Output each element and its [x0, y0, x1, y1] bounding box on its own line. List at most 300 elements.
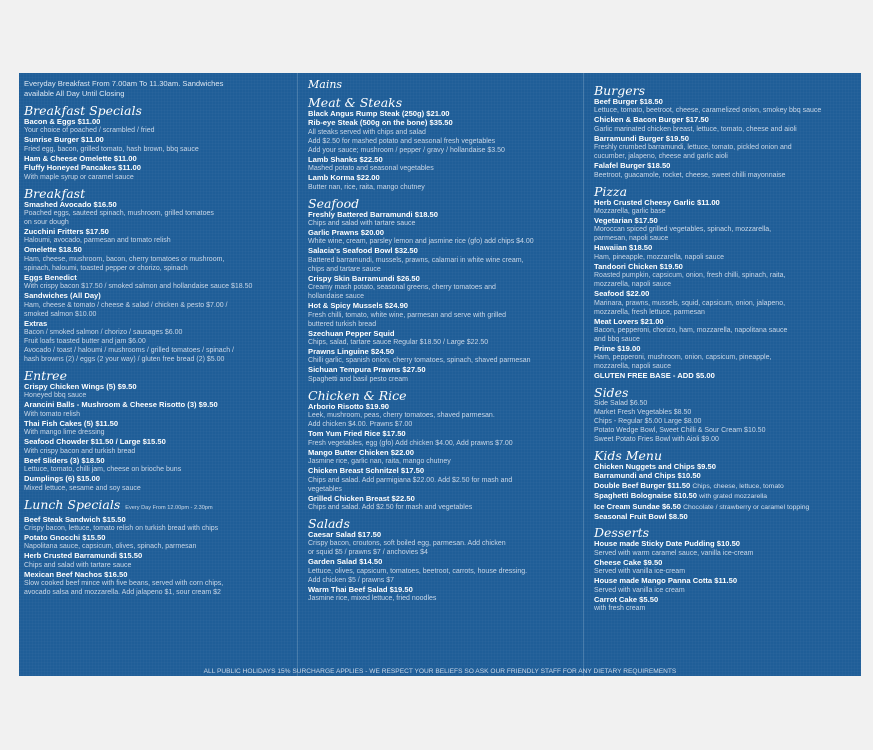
menu-item-name-text: Seafood Chowder $11.50 / Large $15.50: [24, 437, 166, 447]
menu-item-name-text: Chicken Nuggets and Chips $9.50: [594, 461, 716, 471]
menu-item: [24, 419, 288, 437]
menu-item: [308, 365, 580, 383]
menu-item-description: mozzarella, fresh lettuce, parmesan: [594, 308, 705, 316]
menu-item: [24, 400, 288, 418]
menu-item-name-text: Prawns Linguine $24.50: [308, 347, 395, 357]
menu-item-name-text: Dumplings (6) $15.00: [24, 474, 100, 484]
section-title-text: Entree: [24, 368, 67, 384]
menu-item-extra: Chocolate / strawberry or caramel topping: [683, 503, 810, 511]
menu-item-description: and bbq sauce: [594, 336, 640, 344]
menu-item-description: Sweet Potato Fries Bowl with Aioli $9.00: [594, 435, 719, 443]
menu-item-description: vegetables: [308, 485, 342, 493]
section-title-text: Desserts: [594, 525, 650, 541]
menu-item-description: Chips and salad with tartare sauce: [24, 561, 132, 569]
menu-item-description: Leek, mushroom, peas, cherry tomatoes, shaved parmesan.: [308, 412, 495, 420]
menu-item: [24, 227, 288, 245]
menu-item-name: [594, 481, 854, 491]
menu-item: [308, 155, 580, 173]
menu-item-description: Marinara, prawns, mussels, squid, capsicum, onion, jalapeno,: [594, 299, 786, 307]
menu-item-name: [308, 118, 580, 127]
breakfast-hours-note: [24, 79, 288, 99]
menu-item: [24, 117, 288, 135]
menu-item-name: [24, 227, 288, 236]
menu-item-name: [24, 291, 288, 300]
menu-item-name: [308, 329, 580, 338]
menu-item: [594, 471, 854, 480]
menu-item-name: [594, 371, 854, 380]
menu-item-description: Mashed potato and seasonal vegetables: [308, 165, 434, 173]
menu-item-name: [24, 400, 288, 409]
menu-item-name: [308, 210, 580, 219]
menu-item-description: Lettuce, tomato, chilli jam, cheese on brioche buns: [24, 466, 182, 474]
menu-item-name: [308, 494, 580, 503]
menu-item-name: [308, 228, 580, 237]
menu-item-description: avocado salsa and mozzarella. Add jalapeno $1, sour cream $2: [24, 589, 221, 597]
menu-item-name: [24, 117, 288, 126]
menu-item-description: Crispy bacon, lettuce, tomato relish on turkish bread with chips: [24, 524, 219, 532]
menu-item-name-text: Grilled Chicken Breast $22.50: [308, 493, 415, 503]
section-title-text: Chicken & Rice: [308, 387, 407, 403]
menu-item-name-text: Spaghetti Bolognaise $10.50: [594, 491, 697, 501]
menu-item-name-text: Meat Lovers $21.00: [594, 316, 664, 326]
menu-item-description: Chips, salad, tartare sauce Regular $18.50 / Large $22.50: [308, 339, 489, 347]
menu-item-description: Add chicken $5 / prawns $7: [308, 576, 394, 584]
menu-item-name-text: Ham & Cheese Omelette $11.00: [24, 153, 137, 163]
menu-item-name-text: Beef Burger $18.50: [594, 97, 663, 106]
menu-item: [594, 134, 854, 161]
menu-item-description: hash browns (2) / eggs (2 your way) / gluten free bread (2) $5.00: [24, 356, 225, 364]
menu-item-description: Bacon, pepperoni, chorizo, ham, mozzarella, napolitana sauce: [594, 327, 788, 335]
menu-item-name-text: Chicken & Bacon Burger $17.50: [594, 115, 709, 125]
menu-item: [594, 198, 854, 216]
menu-item: [24, 154, 288, 163]
menu-item-name-text: Carrot Cake $5.50: [594, 594, 659, 604]
menu-item-description: Jasmine rice, garlic nan, raita, mango chutney: [308, 458, 451, 466]
menu-item-description: Chips and salad. Add parmigiana $22.00. Add $2.50 for mash and: [308, 476, 513, 484]
menu-item-name-text: Rib-eye Steak (500g on the bone) $35.50: [308, 118, 453, 128]
menu-item-name: [594, 134, 854, 143]
section-title-desserts: [594, 526, 854, 539]
menu-item-description: All steaks served with chips and salad: [308, 128, 426, 136]
section-title-text: Pizza: [594, 183, 628, 199]
menu-item-name: [594, 502, 854, 512]
menu-item-name-text: Black Angus Rump Steak (250g) $21.00: [308, 109, 450, 118]
menu-item: [594, 595, 854, 613]
menu-item: [594, 491, 854, 501]
menu-item: [24, 474, 288, 492]
menu-item-description: Battered barramundi, mussels, prawns, calamari in white wine cream,: [308, 256, 524, 264]
menu-item-name-text: Extras: [24, 318, 48, 328]
menu-item-name-text: Double Beef Burger $11.50: [594, 480, 691, 490]
menu-item: [308, 448, 580, 466]
menu-item-name-text: Tom Yum Fried Rice $17.50: [308, 429, 406, 439]
menu-item-name-text: Seasonal Fruit Bowl $8.50: [594, 511, 688, 521]
menu-item-name-text: Tandoori Chicken $19.50: [594, 261, 683, 271]
menu-item: [308, 429, 580, 447]
menu-item-name-text: Lamb Korma $22.00: [308, 173, 380, 183]
menu-item-name: [594, 471, 854, 480]
menu-item: [594, 399, 854, 444]
menu-item-name: [594, 161, 854, 170]
menu-item-description: Served with vanilla ice-cream: [594, 568, 686, 576]
menu-item-name-text: Smashed Avocado $16.50: [24, 199, 117, 209]
menu-item-description: Market Fresh Vegetables $8.50: [594, 408, 692, 416]
intro-line: available All Day Until Closing: [24, 89, 125, 98]
menu-item-name-text: Prime $19.00: [594, 344, 641, 354]
menu-item-description: Jasmine rice, mixed lettuce, fried noodles: [308, 595, 437, 603]
section-title-text: Sides: [594, 384, 629, 400]
menu-item: [594, 289, 854, 316]
menu-item-description: Garlic marinated chicken breast, lettuce, tomato, cheese and aioli: [594, 125, 797, 133]
menu-item-name: [594, 512, 854, 521]
menu-item: [24, 163, 288, 181]
menu-item-name: [24, 419, 288, 428]
menu-item: [594, 161, 854, 179]
menu-item: [308, 585, 580, 603]
menu-item-name: [308, 274, 580, 283]
menu-item-description: White wine, cream, parsley lemon and jasmine rice (gfo) add chips $4.00: [308, 238, 534, 246]
menu-item-name-text: Ice Cream Sundae $6.50: [594, 501, 681, 511]
menu-item-name-text: Arancini Balls - Mushroom & Cheese Risotto (3) $9.50: [24, 400, 218, 410]
menu-item-name-text: Hawaiian $18.50: [594, 243, 653, 253]
menu-item-description: Potato Wedge Bowl, Sweet Chilli & Sour Cream $10.50: [594, 426, 766, 434]
menu-item-description: With crispy bacon and turkish bread: [24, 447, 136, 455]
menu-item-description: Chilli garlic, spanish onion, cherry tomatoes, spinach, shaved parmesan: [308, 357, 531, 365]
menu-item-name: [594, 216, 854, 225]
menu-item-name: [24, 200, 288, 209]
menu-item-name-text: Crispy Chicken Wings (5) $9.50: [24, 382, 137, 392]
menu-item: [594, 539, 854, 557]
menu-item-name-text: Beef Steak Sandwich $15.50: [24, 514, 126, 524]
menu-item-name: [308, 429, 580, 438]
menu-item-description: Ham, pineapple, mozzarella, napoli sauce: [594, 253, 724, 261]
menu-item-name: [594, 243, 854, 252]
menu-item: [594, 576, 854, 594]
menu-item-description: Add $2.50 for mashed potato and seasonal fresh vegetables: [308, 137, 496, 145]
section-title-meat-and-steaks: [308, 96, 580, 109]
menu-item-name: [594, 558, 854, 567]
menu-item-name: [308, 365, 580, 374]
menu-item-name-text: Herb Crusted Barramundi $15.50: [24, 551, 143, 561]
menu-item: [594, 216, 854, 243]
menu-item-description: hollandaise sauce: [308, 293, 365, 301]
menu-item-name: [308, 466, 580, 475]
menu-item-name: [594, 344, 854, 353]
menu-item-name-text: Barramundi and Chips $10.50: [594, 471, 701, 481]
menu-item-name: [24, 570, 288, 579]
menu-item-description: Freshly crumbed barramundi, lettuce, tomato, pickled onion and: [594, 144, 792, 152]
menu-item-description: Crispy bacon, croutons, soft boiled egg, parmesan. Add chicken: [308, 540, 506, 548]
menu-item-name-text: Falafel Burger $18.50: [594, 161, 671, 171]
menu-item-description: Side Salad $6.50: [594, 399, 648, 407]
menu-item-name: [308, 173, 580, 182]
menu-item: [24, 570, 288, 597]
menu-item-description: Ham, pepperoni, mushroom, onion, capsicum, pineapple,: [594, 354, 772, 362]
menu-item: [24, 245, 288, 272]
section-title-text: Mains: [308, 78, 343, 91]
menu-item-name: [594, 491, 854, 501]
menu-item-name-text: Zucchini Fritters $17.50: [24, 227, 109, 237]
section-title-pizza: [594, 185, 854, 198]
section-title-text: Kids Menu: [594, 447, 663, 463]
menu-item-description: Your choice of poached / scrambled / fried: [24, 127, 155, 135]
section-title-burgers: [594, 84, 854, 97]
menu-item: [308, 118, 580, 154]
section-title-text: Seafood: [308, 195, 360, 211]
menu-item-extra: Chips, cheese, lettuce, tomato: [692, 482, 784, 490]
menu-item-description: smoked salmon $10.00: [24, 310, 97, 318]
menu-item: [308, 466, 580, 493]
menu-item-name: [24, 382, 288, 391]
menu-item-name-text: Garlic Prawns $20.00: [308, 228, 384, 238]
menu-item-description: Bacon / smoked salmon / chorizo / sausages $6.00: [24, 329, 183, 337]
menu-item-description: Chips - Regular $5.00 Large $8.00: [594, 417, 702, 425]
menu-item: [308, 402, 580, 429]
menu-item-description: Napolitana sauce, capsicum, olives, spinach, parmesan: [24, 543, 197, 551]
menu-item-description: Fresh vegetables, egg (gfo) Add chicken $4.00, Add prawns $7.00: [308, 439, 513, 447]
menu-item-name-text: Garden Salad $14.50: [308, 557, 383, 567]
menu-item: [24, 515, 288, 533]
menu-item-description: Roasted pumpkin, capsicum, onion, fresh chilli, spinach, raita,: [594, 272, 786, 280]
menu-item-name: [308, 109, 580, 118]
menu-item: [24, 437, 288, 455]
menu-item: [594, 371, 854, 380]
menu-item: [594, 97, 854, 115]
menu-item-description: Ham, cheese, mushroom, bacon, cherry tomatoes or mushroom,: [24, 255, 225, 263]
menu-item: [594, 344, 854, 371]
menu-item-name: [594, 115, 854, 124]
menu-item: [308, 494, 580, 512]
menu-item-extra: with grated mozzarella: [699, 493, 768, 501]
menu-item-name-text: Thai Fish Cakes (5) $11.50: [24, 418, 119, 428]
menu-item-name-text: Cheese Cake $9.50: [594, 557, 663, 567]
menu-item-description: buttered turkish bread: [308, 320, 377, 328]
menu-item-description: Butter nan, rice, raita, mango chutney: [308, 183, 425, 191]
section-title-text: Meat & Steaks: [308, 95, 403, 110]
menu-item-name-text: Bacon & Eggs $11.00: [24, 117, 101, 126]
menu-item-name-text: Beef Sliders (3) $18.50: [24, 455, 105, 465]
menu-item: [24, 273, 288, 291]
menu-item-description: or squid $5 / prawns $7 / anchovies $4: [308, 549, 428, 557]
menu-item-description: Mixed lettuce, sesame and soy sauce: [24, 484, 141, 492]
menu-item-description: With tomato relish: [24, 410, 81, 418]
menu-item-description: With mango lime dressing: [24, 429, 105, 437]
menu-item-description: Beetroot, guacamole, rocket, cheese, sweet chilli mayonnaise: [594, 171, 786, 179]
menu-item: [594, 243, 854, 261]
menu-item-name: [594, 317, 854, 326]
menu-item-name: [594, 289, 854, 298]
menu-item-name-text: Salacia's Seafood Bowl $32.50: [308, 246, 418, 256]
menu-item-name: [24, 273, 288, 282]
menu-item-name-text: Sichuan Tempura Prawns $27.50: [308, 365, 426, 375]
menu-item-name: [24, 163, 288, 172]
menu-item-name-text: Potato Gnocchi $15.50: [24, 532, 106, 542]
menu-column-middle: [305, 79, 583, 603]
menu-item-name: [24, 135, 288, 144]
menu-item: [308, 530, 580, 557]
menu-item-description: Add chicken $4.00. Prawns $7.00: [308, 421, 413, 429]
menu-item-description: Lettuce, tomato, beetroot, cheese, caramelized onion, smokey bbq sauce: [594, 107, 822, 115]
menu-item: [24, 319, 288, 364]
menu-item: [308, 329, 580, 347]
menu-item-name: [24, 456, 288, 465]
menu-item-name: [308, 246, 580, 255]
menu-item-description: Poached eggs, sauteed spinach, mushroom, grilled tomatoes: [24, 210, 214, 218]
menu-item: [308, 228, 580, 246]
menu-item-description: Chips and salad with tartare sauce: [308, 220, 416, 228]
menu-item-description: Add your sauce; mushroom / pepper / gravy / hollandaise $3.50: [308, 146, 505, 154]
menu-item: [24, 551, 288, 569]
menu-item-name: [308, 530, 580, 539]
menu-item-name-text: Fluffy Honeyed Pancakes $11.00: [24, 163, 141, 173]
menu-item-description: Fresh chilli, tomato, white wine, parmesan and serve with grilled: [308, 311, 507, 319]
section-title-breakfast: [24, 187, 288, 200]
menu-item-name: [24, 474, 288, 483]
menu-item-name: [24, 319, 288, 328]
menu-item-description: spinach, haloumi, toasted pepper or chorizo, spinach: [24, 264, 188, 272]
menu-item-name-text: Crispy Skin Barramundi $26.50: [308, 273, 420, 283]
section-title-mains: [308, 79, 580, 91]
menu-item-description: With maple syrup or caramel sauce: [24, 173, 134, 181]
menu-item-name-text: House made Sticky Date Pudding $10.50: [594, 539, 741, 549]
menu-item-name-text: Caesar Salad $17.50: [308, 529, 382, 539]
section-title-chicken-and-rice: [308, 389, 580, 402]
menu-item: [308, 246, 580, 273]
menu-item-name: [594, 462, 854, 471]
menu-item: [594, 512, 854, 521]
menu-item-name: [24, 245, 288, 254]
menu-item: [594, 481, 854, 491]
menu-item: [308, 109, 580, 118]
intro-line: Everyday Breakfast From 7.00am To 11.30am. Sandwiches: [24, 79, 224, 88]
section-title-text: Breakfast Specials: [24, 103, 142, 118]
menu-item-description: cucumber, jalapeno, cheese and garlic aioli: [594, 153, 728, 161]
panel-fold-right: [583, 73, 584, 676]
menu-item-description: Lettuce, olives, capsicum, tomatoes, beetroot, carrots, house dressing.: [308, 567, 528, 575]
menu-item-name: [24, 437, 288, 446]
menu-item: [308, 301, 580, 328]
menu-item-description: with fresh cream: [594, 604, 646, 612]
menu-item-name-text: Arborio Risotto $19.90: [308, 401, 390, 411]
menu-item-name-text: Sandwiches (All Day): [24, 291, 101, 301]
surcharge-footer: ALL PUBLIC HOLIDAYS 15% SURCHARGE APPLIES - WE RESPECT YOUR BELIEFS SO ASK OUR FRIENDLY STAFF FOR ANY DIETARY REQUIREMENTS: [203, 668, 677, 675]
menu-item-name: [308, 155, 580, 164]
menu-item-name: [24, 515, 288, 524]
menu-item-description: With crispy bacon $17.50 / smoked salmon and hollandaise sauce $18.50: [24, 283, 253, 291]
menu-item-name-text: House made Mango Panna Cotta $11.50: [594, 576, 738, 586]
menu-item-name-text: Herb Crusted Cheesy Garlic $11.00: [594, 197, 720, 207]
menu-item: [594, 502, 854, 512]
menu-item-name: [308, 557, 580, 566]
menu-item-description: parmesan, napoli sauce: [594, 235, 669, 243]
menu-item-description: Mozzarella, garlic base: [594, 208, 666, 216]
menu-column-left: [21, 79, 291, 597]
menu-item: [308, 210, 580, 228]
menu-item-name-text: GLUTEN FREE BASE - ADD $5.00: [594, 371, 715, 381]
menu-item-name-text: Lamb Shanks $22.50: [308, 154, 383, 164]
menu-item-name-text: Barramundi Burger $19.50: [594, 133, 689, 143]
section-title-lunch-specials: [24, 498, 288, 515]
menu-item: [594, 115, 854, 133]
menu-item-name-text: Sunrise Burger $11.00: [24, 135, 104, 145]
menu-item-description: chips and tartare sauce: [308, 265, 381, 273]
menu-item-name: [308, 585, 580, 594]
menu-item-name: [594, 97, 854, 106]
menu-item-name-text: Vegetarian $17.50: [594, 216, 658, 226]
menu-item-description: Moroccan spiced grilled vegetables, spinach, mozzarella,: [594, 226, 772, 234]
menu-item-description: Slow cooked beef mince with five beans, served with corn chips,: [24, 580, 224, 588]
menu-item-name-text: Seafood $22.00: [594, 289, 650, 299]
menu-item-description: Served with vanilla ice cream: [594, 586, 685, 594]
menu-item-description: on sour dough: [24, 219, 69, 227]
menu-item-name: [308, 402, 580, 411]
menu-item: [594, 262, 854, 289]
menu-item-description: Spaghetti and basil pesto cream: [308, 375, 409, 383]
section-title-seafood: [308, 197, 580, 210]
menu-item: [308, 173, 580, 191]
menu-item: [308, 274, 580, 301]
menu-item-name: [594, 198, 854, 207]
menu-item: [24, 200, 288, 227]
menu-item-description: mozzarella, napoli sauce: [594, 363, 672, 371]
section-title-text: Breakfast: [24, 185, 86, 201]
menu-item-name: [24, 154, 288, 163]
menu-item: [594, 462, 854, 471]
menu-item-name: [24, 551, 288, 560]
menu-item-name-text: Szechuan Pepper Squid: [308, 328, 395, 338]
menu-item-description: Honeyed bbq sauce: [24, 392, 87, 400]
menu-item-description: Ham, cheese & tomato / cheese & salad / chicken & pesto $7.00 /: [24, 301, 228, 309]
menu-item-name: [594, 539, 854, 548]
menu-item-name-text: Mexican Beef Nachos $16.50: [24, 569, 128, 579]
menu-item: [594, 317, 854, 344]
section-title-kids-menu: [594, 449, 854, 462]
menu-item-name-text: Freshly Battered Barramundi $18.50: [308, 209, 438, 219]
menu-item: [594, 558, 854, 576]
menu-item-name: [308, 448, 580, 457]
menu-item: [308, 557, 580, 584]
menu-item-description: Fried egg, bacon, grilled tomato, hash brown, bbq sauce: [24, 145, 199, 153]
menu-item-name-text: Eggs Benedict: [24, 272, 77, 282]
menu-item: [24, 533, 288, 551]
menu-item: [24, 456, 288, 474]
menu-item-description: Creamy mash potato, seasonal greens, cherry tomatoes and: [308, 284, 496, 292]
menu-item-description: Chips and salad. Add $2.50 for mash and vegetables: [308, 503, 473, 511]
menu-item: [24, 291, 288, 318]
menu-item-name-text: Mango Butter Chicken $22.00: [308, 447, 414, 457]
menu-item: [24, 135, 288, 153]
menu-item-name: [594, 262, 854, 271]
menu-sheet: [19, 73, 861, 676]
menu-item-name-text: Omelette $18.50: [24, 245, 82, 255]
menu-item-name: [308, 347, 580, 356]
panel-fold-left: [297, 73, 298, 676]
section-title-breakfast-specials: [24, 104, 288, 117]
menu-item-name-text: Hot & Spicy Mussels $24.90: [308, 301, 409, 311]
menu-item: [308, 347, 580, 365]
section-hours-note: Every Day From 12.00pm - 2.30pm: [125, 504, 213, 511]
menu-item-name: [308, 301, 580, 310]
menu-item-description: mozzarella, napoli sauce: [594, 281, 672, 289]
menu-item-name-text: Chicken Breast Schnitzel $17.50: [308, 466, 425, 476]
menu-item-name: [594, 595, 854, 604]
menu-item-description: Haloumi, avocado, parmesan and tomato relish: [24, 237, 171, 245]
menu-item-description: Fruit loafs toasted butter and jam $6.00: [24, 338, 146, 346]
section-title-text: Salads: [308, 515, 350, 531]
menu-column-right: [591, 79, 857, 613]
menu-item-name: [24, 533, 288, 542]
section-title-text: Lunch Specials: [24, 496, 121, 512]
